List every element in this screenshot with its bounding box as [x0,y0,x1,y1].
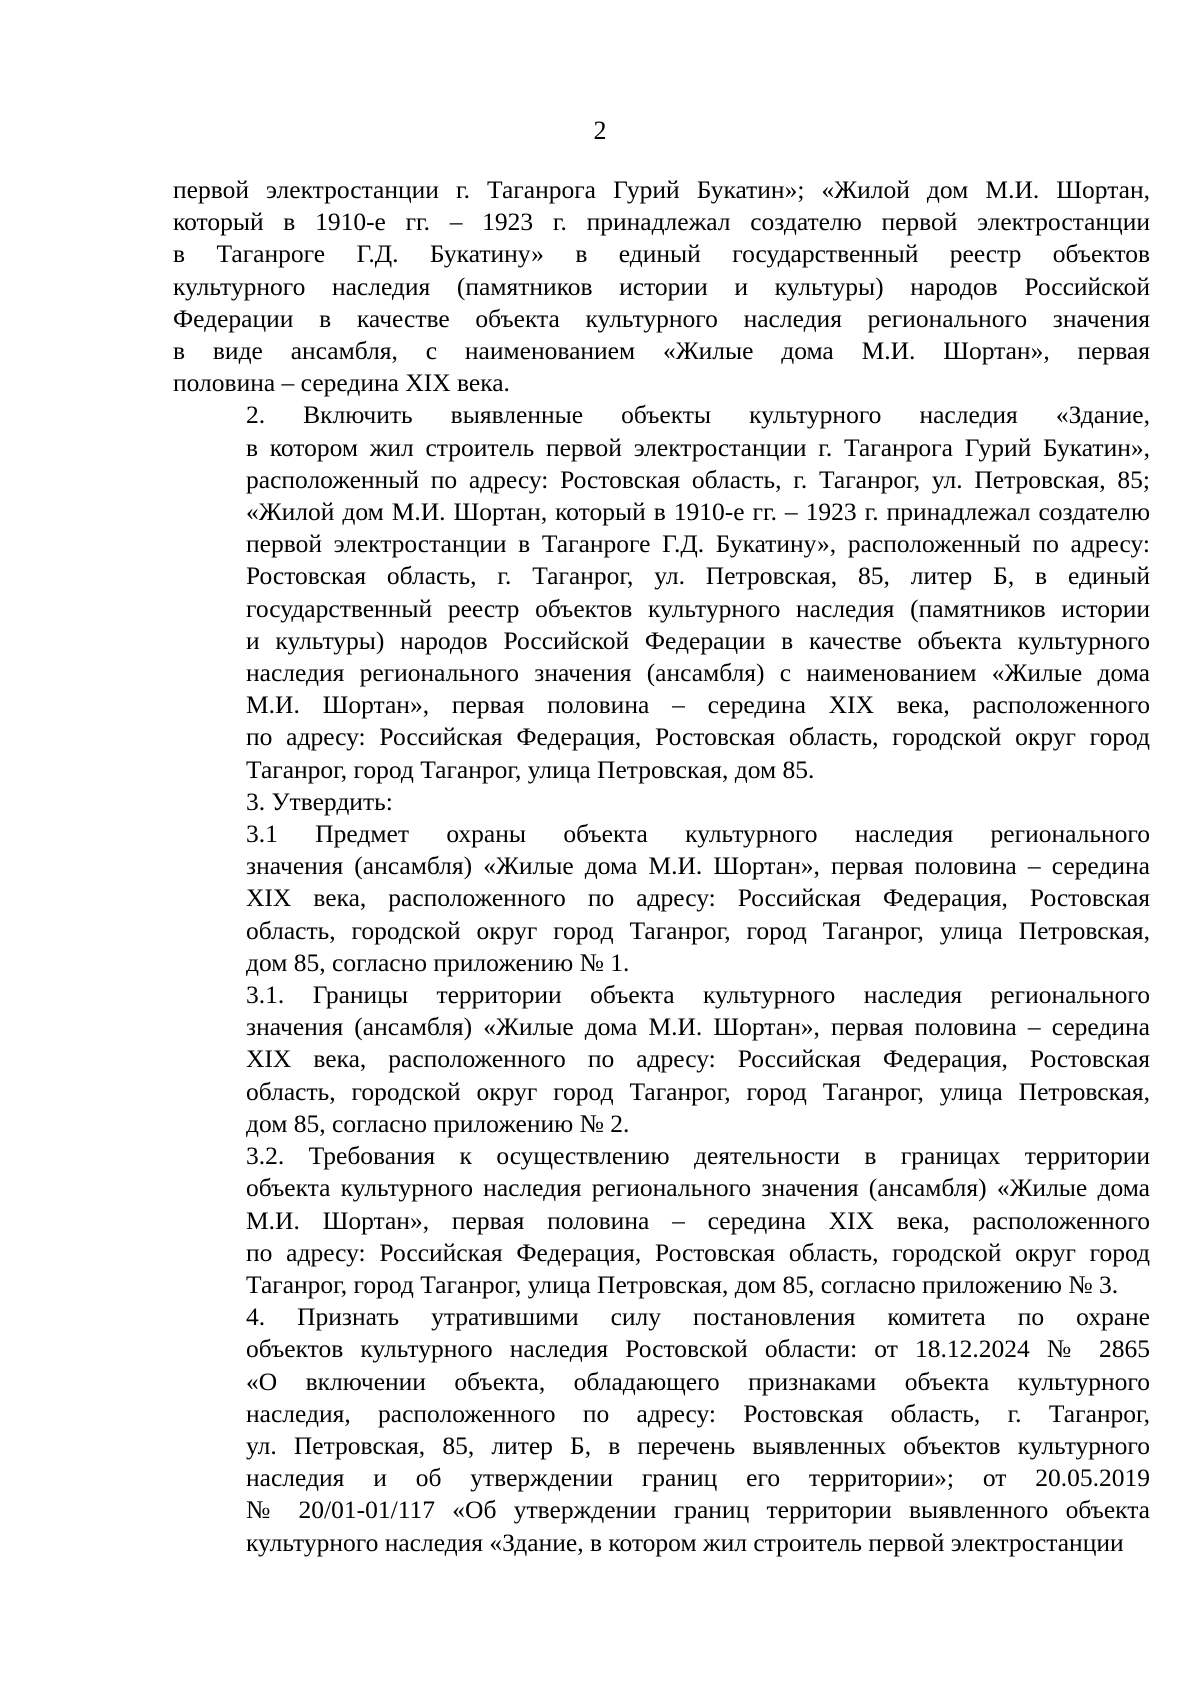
text-line: в Таганроге Г.Д. Букатину» в единый государственный реестр объектов [173,239,1150,269]
text-line: значения (ансамбля) «Жилые дома М.И. Шортан», первая половина – середина [246,1012,1150,1042]
text-line: область, городской округ город Таганрог, город Таганрог, улица Петровская, [246,915,1150,945]
text-line: область, городской округ город Таганрог, город Таганрог, улица Петровская, [246,1076,1150,1106]
text-line: дом 85, согласно приложению № 2. [246,1108,630,1138]
paragraph-p4 [173,1301,1150,1559]
text-line: 3.1 Предмет охраны объекта культурного наследия регионального [246,819,1150,849]
text-line: 4. Признать утратившими силу постановления комитета по охране [246,1302,1150,1332]
text-line: 3.2. Требования к осуществлению деятельности в границах территории [246,1141,1150,1171]
text-line: наследия и об утверждении границ его территории»; от 20.05.2019 [246,1463,1150,1493]
text-line: ул. Петровская, 85, литер Б, в перечень выявленных объектов культурного [246,1430,1150,1460]
text-line: который в 1910-е гг. – 1923 г. принадлежал создателю первой электростанции [173,207,1150,237]
text-line: расположенный по адресу: Ростовская область, г. Таганрог, ул. Петровская, 85; [246,464,1150,494]
text-line: объекта культурного наследия регионального значения (ансамбля) «Жилые дома [246,1173,1150,1203]
text-line: М.И. Шортан», первая половина – середина XIX века, расположенного [246,690,1150,720]
text-line: государственный реестр объектов культурного наследия (памятников истории [246,593,1150,623]
paragraph-p0 [173,174,1150,399]
text-line: Ростовская область, г. Таганрог, ул. Петровская, 85, литер Б, в единый [246,561,1150,591]
text-line: 3.1. Границы территории объекта культурного наследия регионального [246,980,1150,1010]
document-body [173,174,1150,1559]
text-line: культурного наследия «Здание, в котором жил строитель первой электростанции [246,1527,1124,1557]
text-line: объектов культурного наследия Ростовской области: от 18.12.2024 № 2865 [246,1334,1150,1364]
text-line: половина – середина XIX века. [173,368,510,398]
text-line: наследия регионального значения (ансамбля) с наименованием «Жилые дома [246,658,1150,688]
text-line: первой электростанции г. Таганрога Гурий Букатин»; «Жилой дом М.И. Шортан, [173,175,1150,204]
text-line: значения (ансамбля) «Жилые дома М.И. Шортан», первая половина – середина [246,851,1150,881]
page-number: 2 [593,116,607,145]
text-line: и культуры) народов Российской Федерации в качестве объекта культурного [246,625,1150,655]
text-line: XIX века, расположенного по адресу: Российская Федерация, Ростовская [246,1044,1150,1074]
text-line: Федерации в качестве объекта культурного наследия регионального значения [173,303,1150,333]
paragraph-p3_1b [173,979,1150,1140]
text-line: в котором жил строитель первой электростанции г. Таганрога Гурий Букатин», [246,432,1150,462]
text-line: наследия, расположенного по адресу: Ростовская область, г. Таганрог, [246,1398,1150,1428]
text-line: № 20/01-01/117 «Об утверждении границ территории выявленного объекта [246,1495,1150,1525]
text-line: первой электростанции в Таганроге Г.Д. Букатину», расположенный по адресу: [246,529,1150,559]
text-line: по адресу: Российская Федерация, Ростовская область, городской округ город [246,1237,1150,1267]
text-line: в виде ансамбля, с наименованием «Жилые дома М.И. Шортан», первая [173,336,1150,366]
paragraph-p3 [173,786,1150,818]
paragraph-p3_1a [173,818,1150,979]
paragraph-p2 [173,399,1150,785]
text-line: 2. Включить выявленные объекты культурного наследия «Здание, [246,400,1150,430]
text-line: XIX века, расположенного по адресу: Российская Федерация, Ростовская [246,883,1150,913]
text-line: 3. Утвердить: [246,786,393,816]
text-line: Таганрог, город Таганрог, улица Петровская, дом 85. [246,754,815,784]
paragraph-p3_2 [173,1140,1150,1301]
text-line: Таганрог, город Таганрог, улица Петровская, дом 85, согласно приложению № 3. [246,1269,1119,1299]
text-line: культурного наследия (памятников истории и культуры) народов Российской [173,271,1150,301]
text-line: «Жилой дом М.И. Шортан, который в 1910-е гг. – 1923 г. принадлежал создателю [246,497,1150,527]
text-line: «О включении объекта, обладающего признаками объекта культурного [246,1366,1150,1396]
text-line: дом 85, согласно приложению № 1. [246,947,630,977]
text-line: М.И. Шортан», первая половина – середина XIX века, расположенного [246,1205,1150,1235]
text-line: по адресу: Российская Федерация, Ростовская область, городской округ город [246,722,1150,752]
